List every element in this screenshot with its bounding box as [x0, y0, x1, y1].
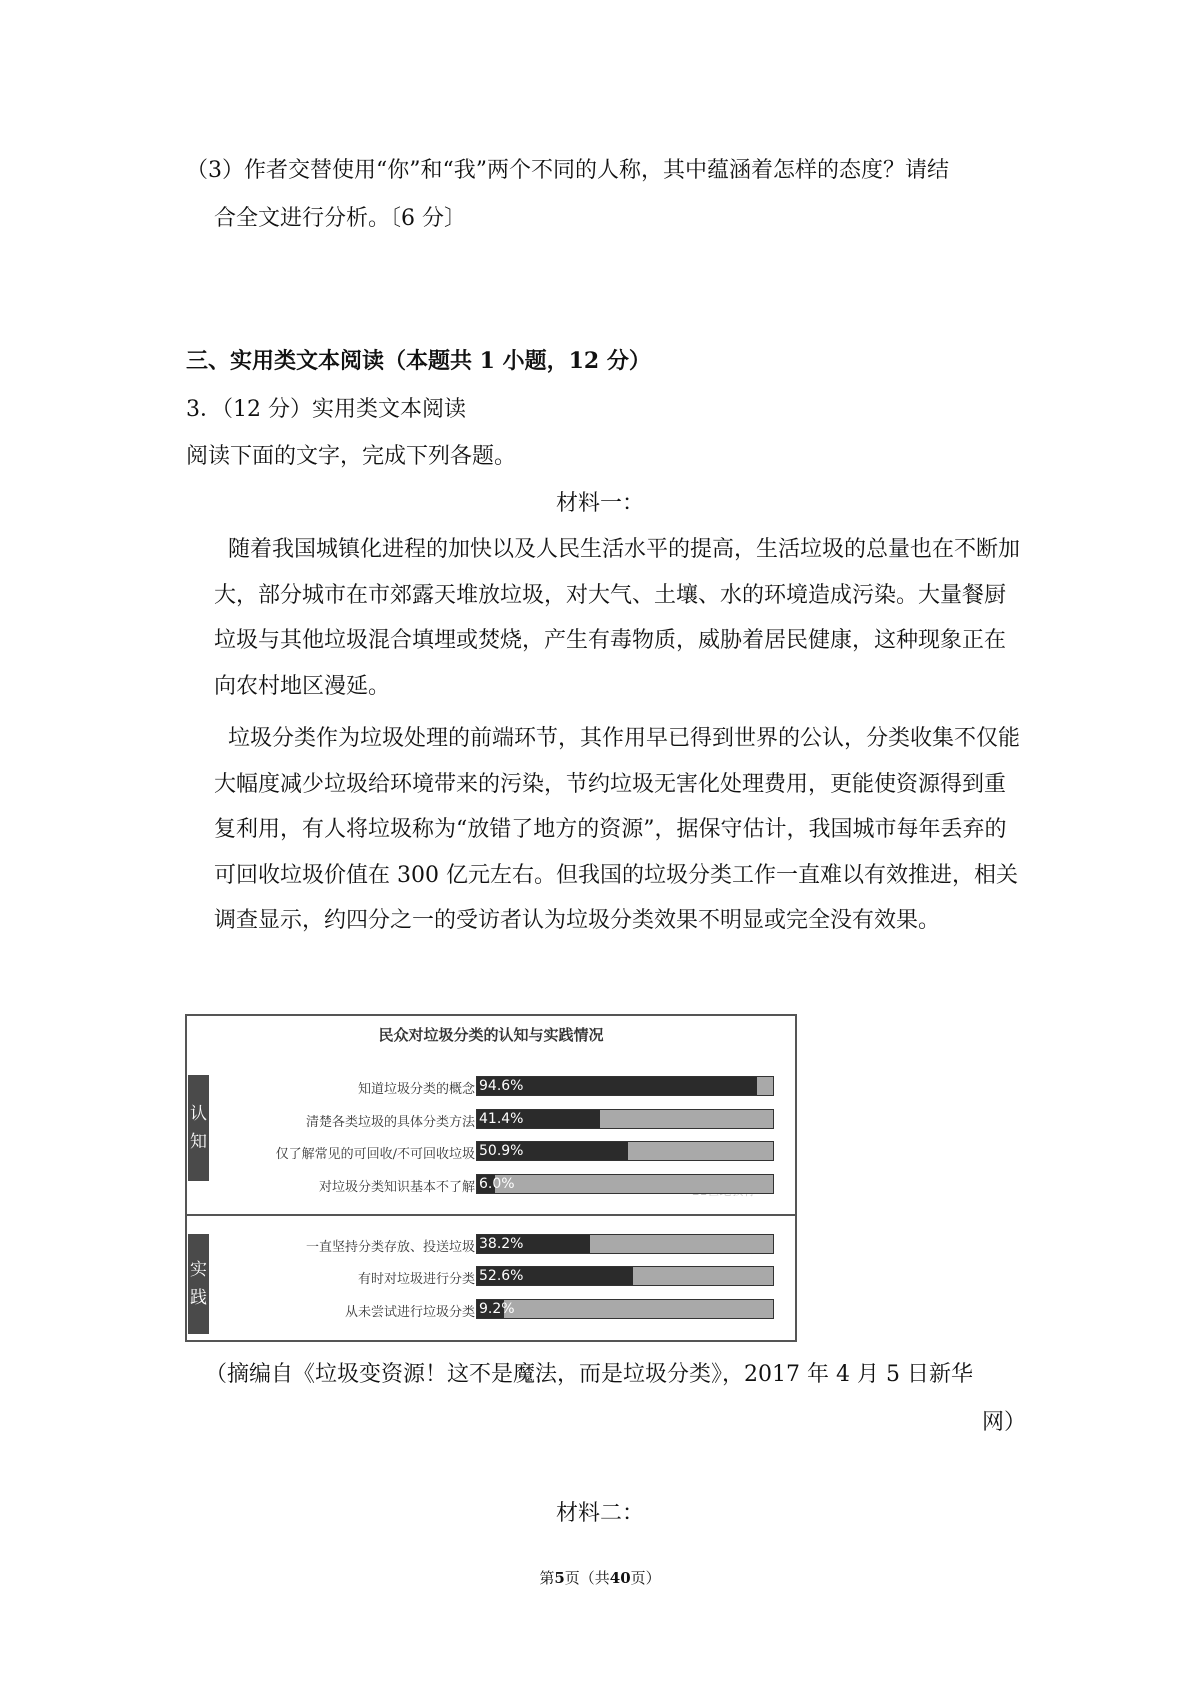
chart-data-label: 38.2%	[479, 1236, 524, 1252]
chart-bar-track	[476, 1174, 774, 1194]
chart-bar-track	[476, 1109, 774, 1129]
chart-category-label: 仅了解常见的可回收/不可回收垃圾	[275, 1147, 475, 1162]
footer-prefix: 第	[539, 1569, 555, 1587]
material1-title: 材料一：	[555, 491, 644, 516]
page-footer	[0, 1567, 1200, 1588]
chart-bar-track	[476, 1234, 774, 1254]
paragraph-1: 随着我国城镇化进程的加快以及人民生活水平的提高，生活垃圾的总量也在不断加大，部分城市在市郊露天堆放垃圾，对大气、土壤、水的环境造成污染。大量餐厨垃圾与其他垃圾混合填埋或焚烧，产生有毒物质，威胁着居民健康，这种现象正在向农村地区漫延。	[214, 537, 1021, 699]
chart-data-label: 41.4%	[479, 1111, 524, 1127]
chart-bar-track	[476, 1076, 774, 1096]
footer-total-pages: 40	[609, 1569, 631, 1587]
chart-bar-track	[476, 1299, 774, 1319]
source-line2: 网）	[981, 1410, 1026, 1435]
question3-line2: 合全文进行分析。〔6 分〕	[214, 206, 466, 231]
section-heading: 三、实用类文本阅读（本题共 1 小题，12 分）	[186, 348, 651, 374]
chart-category-label: 从未尝试进行垃圾分类	[344, 1305, 475, 1320]
question3-line1: （3）作者交替使用“你”和“我”两个不同的人称，其中蕴涵着怎样的态度？请结	[186, 158, 949, 183]
chart-group-label: 认 知	[188, 1075, 209, 1181]
chart-data-label: 52.6%	[479, 1268, 524, 1284]
instruction: 阅读下面的文字，完成下列各题。	[186, 444, 517, 469]
material2-title: 材料二：	[555, 1501, 644, 1526]
question-number: 3．（12 分）实用类文本阅读	[186, 397, 466, 422]
source-line1: （摘编自《垃圾变资源！这不是魔法，而是垃圾分类》，2017 年 4 月 5 日新华	[205, 1362, 973, 1387]
chart-category-label: 知道垃圾分类的概念	[357, 1082, 475, 1097]
chart-data-label: 9.2%	[479, 1301, 515, 1317]
paragraph-2: 垃圾分类作为垃圾处理的前端环节，其作用早已得到世界的公认，分类收集不仅能大幅度减少垃圾给环境带来的污染，节约垃圾无害化处理费用，更能使资源得到重复利用，有人将垃圾称为“放错了地方的资源”，据保守估计，我国城市每年丢弃的可回收垃圾价值在 300 亿元左右。但我国的垃圾分类工作一直难以有效推进，相关调查显示，约四分之一的受访者认为垃圾分类效果不明显或完全没有效果。	[214, 726, 1021, 933]
footer-suffix: 页）	[630, 1569, 661, 1587]
chart-data-label: 6.0%	[479, 1176, 515, 1192]
chart-bar-track	[476, 1266, 774, 1286]
survey-bar-chart	[185, 1014, 797, 1342]
chart-category-label: 清楚各类垃圾的具体分类方法	[305, 1115, 475, 1130]
chart-category-label: 一直坚持分类存放、投送垃圾	[305, 1240, 475, 1255]
chart-data-label: 94.6%	[479, 1078, 524, 1094]
chart-title: 民众对垃圾分类的认知与实践情况	[378, 1026, 604, 1044]
chart-category-label: 有时对垃圾进行分类	[357, 1272, 475, 1287]
chart-divider	[187, 1214, 795, 1216]
footer-middle: 页（共	[564, 1569, 610, 1587]
chart-bar-track	[476, 1141, 774, 1161]
chart-group-label: 实 践	[188, 1234, 209, 1334]
chart-data-label: 50.9%	[479, 1143, 524, 1159]
chart-category-label: 对垃圾分类知识基本不了解	[318, 1180, 475, 1195]
footer-page-number: 5	[554, 1569, 565, 1587]
